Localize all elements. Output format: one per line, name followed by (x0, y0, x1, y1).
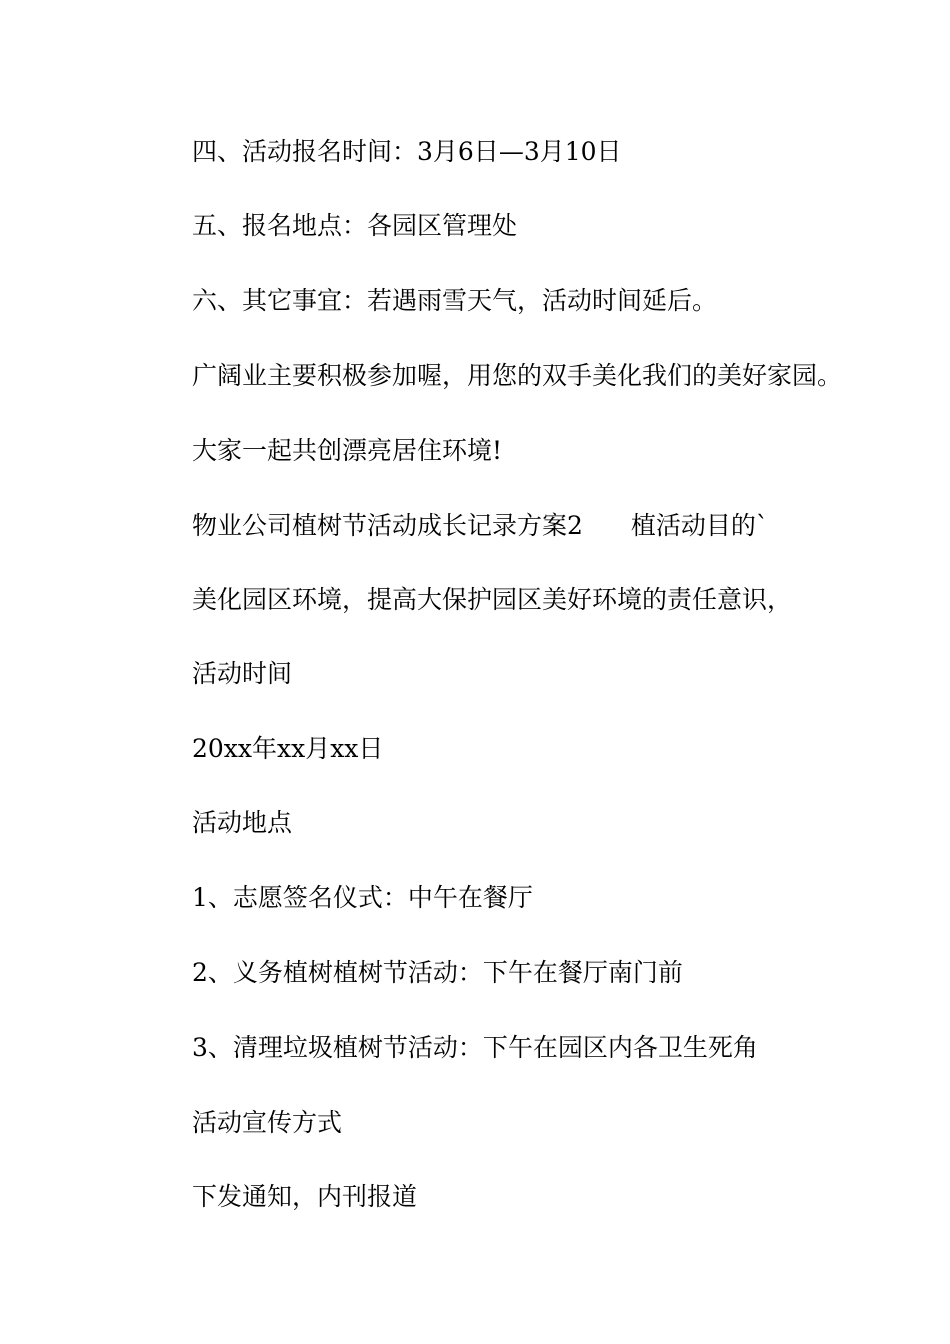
registration-time-line: 四、活动报名时间：3月6日—3月10日 (192, 137, 622, 166)
location-item-1: 1、志愿签名仪式：中午在餐厅 (192, 883, 533, 912)
registration-location-line: 五、报名地点：各园区管理处 (192, 211, 518, 240)
publicity-method-line: 下发通知，内刊报道 (192, 1182, 418, 1211)
plan-title: 物业公司植树节活动成长记录方案2 (192, 511, 583, 540)
publicity-method-heading: 活动宣传方式 (192, 1108, 343, 1137)
activity-date-line: 20xx年xx月xx日 (192, 734, 384, 763)
activity-time-heading: 活动时间 (192, 659, 293, 688)
location-item-2: 2、义务植树植树节活动：下午在餐厅南门前 (192, 958, 683, 987)
location-item-3: 3、清理垃圾植树节活动：下午在园区内各卫生死角 (192, 1033, 758, 1062)
activity-purpose-heading: 植活动目的` (630, 511, 769, 540)
plan-title-line (192, 511, 768, 541)
other-matters-line: 六、其它事宜：若遇雨雪天气，活动时间延后。 (192, 286, 718, 315)
activity-location-heading: 活动地点 (192, 808, 293, 837)
purpose-description-line: 美化园区环境，提高大保护园区美好环境的责任意识， (192, 585, 793, 614)
owner-invitation-line: 广阔业主要积极参加喔，用您的双手美化我们的美好家园。 (192, 361, 843, 390)
environment-slogan-line: 大家一起共创漂亮居住环境! (192, 436, 503, 465)
